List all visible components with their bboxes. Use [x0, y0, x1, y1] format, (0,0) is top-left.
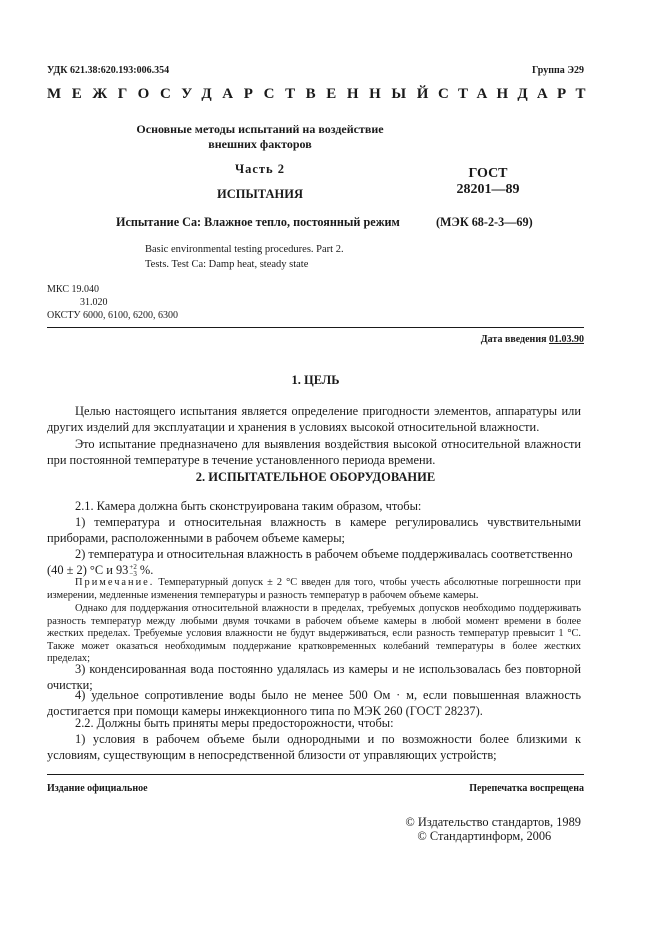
header-divider [47, 327, 584, 328]
clause-2-2: 2.2. Должны быть приняты меры предосторожности, чтобы: [75, 716, 394, 730]
title-english-line2: Tests. Test Ca: Damp heat, steady state [145, 259, 309, 270]
section2-heading: 2. ИСПЫТАТЕЛЬНОЕ ОБОРУДОВАНИЕ [195, 470, 436, 484]
footer-divider [47, 774, 584, 775]
note-block [47, 577, 581, 602]
item2-values-a: (40 ± 2) °С и 93 [47, 563, 129, 577]
clause-2-1-item1: 1) температура и относительная влажность в камере регулировались чувствительными приборами, расположенными в рабочем объеме камеры; [47, 515, 581, 545]
clause-2-2-item1: 1) условия в рабочем объеме были однородными и по возможности более близкими к условиям, существующим в непосредственной близости от управляющих устройств; [47, 732, 581, 762]
section1-heading: 1. ЦЕЛЬ [291, 373, 340, 387]
clause-2-1-item4: 4) удельное сопротивление воды было не менее 500 Ом · м, если повышенная влажность достигается при помощи камеры инжекционного типа по МЭК 260 (ГОСТ 28237). [47, 688, 581, 718]
item2-values-b: %. [136, 563, 154, 577]
gost-label: ГОСТ [468, 166, 508, 181]
title-main-line1: Основные методы испытаний на воздействие [136, 122, 384, 136]
section1-paragraph2: Это испытание предназначено для выявления воздействия высокой относительной влажности при постоянной температуре в течение установленного периода времени. [47, 437, 581, 467]
title-english-line1: Basic environmental testing procedures. Part 2. [145, 244, 344, 255]
title-main-line2: внешних факторов [208, 137, 312, 151]
title-part: Часть 2 [234, 162, 286, 176]
copyright-block [405, 815, 581, 843]
clause-2-1: 2.1. Камера должна быть сконструирована таким образом, чтобы: [75, 499, 422, 513]
banner-standard: СТАНДАРТ [438, 86, 595, 102]
title-tests: ИСПЫТАНИЯ [217, 187, 303, 201]
gost-iec: (МЭК 68-2-3—69) [436, 215, 533, 229]
copyright-2006: © Стандартинформ, 2006 [417, 829, 552, 843]
note-paragraph: Однако для поддержания относительной влажности в пределах, требуемых допусков необходимо поддерживать разность температур между любыми двумя точками в рабочем объеме камеры в любой момент времени в более жестких пределах. Требуемые условия влажности не будут выдерживаться, если разность температур превысит 1 °С. Также может оказаться необходимым поддержание кратковременных колебаний температуры в более жестких пределах; [47, 603, 581, 664]
note-label: Примечание. [75, 577, 155, 588]
udk-code: УДК 621.38:620.193:006.354 [47, 65, 170, 76]
clause-2-1-item2: 2) температура и относительная влажность в рабочем объеме поддерживалась соответственно [75, 547, 573, 561]
official-edition: Издание официальное [47, 783, 148, 794]
section1-paragraph1: Целью настоящего испытания является определение пригодности элементов, аппаратуры или других изделий для эксплуатации и хранения в условиях высокой относительной влажности. [47, 404, 581, 434]
gost-block [440, 166, 536, 198]
title-test-ca: Испытание Са: Влажное тепло, постоянный режим [116, 215, 400, 229]
reprint-prohibited: Перепечатка воспрещена [469, 783, 584, 794]
item2-tolerance-plus: +2 [129, 563, 137, 572]
title-main [110, 122, 410, 152]
intro-date-value: 01.03.90 [549, 334, 584, 345]
copyright-1989: © Издательство стандартов, 1989 [405, 815, 581, 829]
group-code: Группа Э29 [532, 65, 584, 76]
intro-date-label: Дата введения [480, 334, 547, 345]
item2-tolerance-minus: −3 [129, 570, 137, 579]
title-english [145, 242, 344, 272]
note-text: Температурный допуск ± 2 °С введен для того, чтобы учесть абсолютные погрешности при измерении, медленные изменения температуры и разность температур в рабочем объеме камеры. [47, 577, 581, 601]
mks-line1: МКС 19.040 [47, 284, 99, 295]
mks-line2: 31.020 [80, 297, 108, 308]
intro-date [481, 334, 584, 345]
banner-interstate: МЕЖГОСУДАРСТВЕННЫЙ [47, 86, 440, 102]
clause-2-1-item3: 3) конденсированная вода постоянно удалялась из камеры и не использовалась без повторной очистки; [47, 662, 581, 692]
okstu: ОКСТУ 6000, 6100, 6200, 6300 [47, 310, 179, 321]
classification [47, 283, 178, 322]
clause-2-1-item2-values [47, 562, 153, 578]
gost-number: 28201—89 [456, 182, 520, 197]
